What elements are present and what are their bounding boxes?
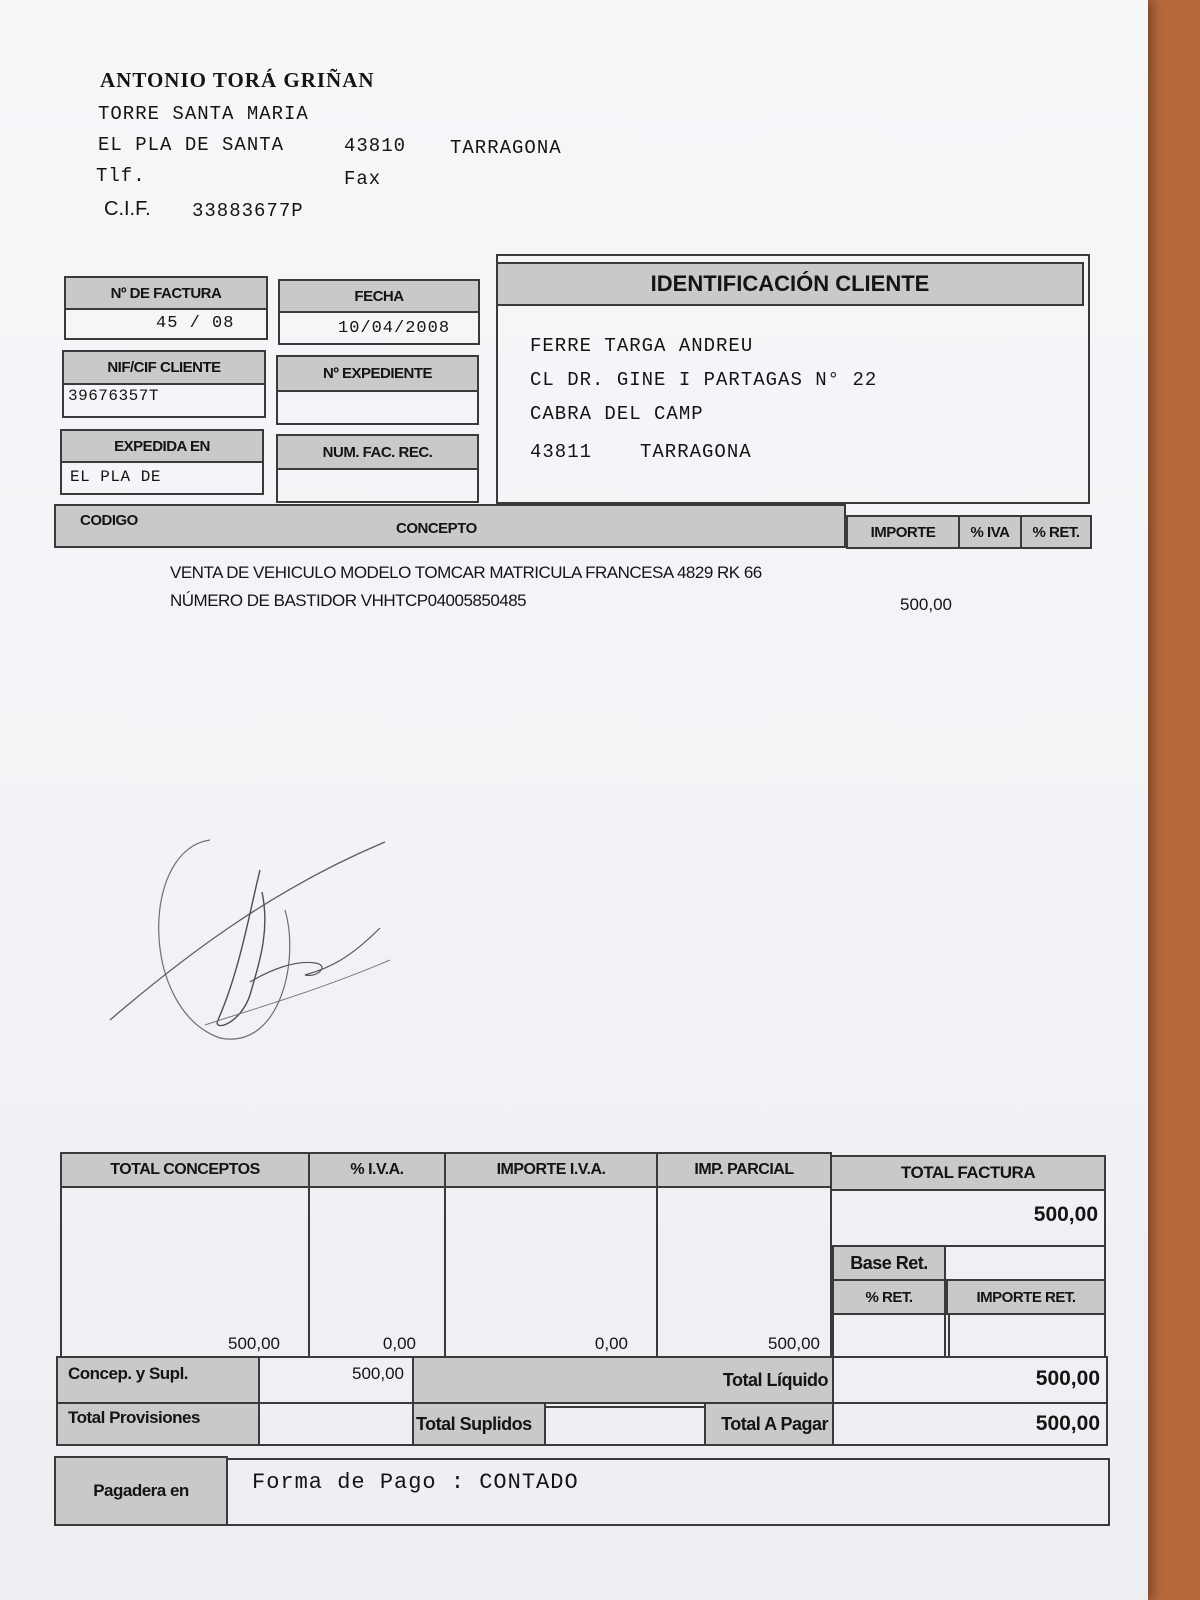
client-province: TARRAGONA [640,441,752,463]
issuer-city: EL PLA DE SANTA [98,134,285,156]
issuer-cif: 33883677P [192,200,304,222]
invoice-number-label: Nº DE FACTURA [64,276,268,310]
issuer-cif-label: C.I.F. [104,198,151,220]
total-pagar-cell [832,1402,1108,1446]
ret-amount-cell [948,1313,1106,1358]
invoice-number: 45 / 08 [156,314,235,333]
vat-pct-label: % I.V.A. [308,1152,446,1188]
total-concepts-cell [60,1186,310,1358]
total-suplidos-label: Total Suplidos [412,1402,546,1446]
base-ret-label: Base Ret. [832,1245,946,1281]
concep-supl-cell [258,1356,414,1404]
ret-column-header: % RET. [1020,515,1092,549]
total-provisiones-label: Total Provisiones [56,1402,260,1446]
issuer-name: ANTONIO TORÁ GRIÑAN [100,68,375,92]
invoice-number-box [64,308,268,340]
total-liquido-cell [832,1356,1108,1404]
line-item-2-text: NÚMERO DE BASTIDOR VHHTCP04005850485 [170,591,527,610]
client-postal-code: 43811 [530,441,593,463]
vat-amount-label: IMPORTE I.V.A. [444,1152,658,1188]
code-column-header: CODIGO [80,512,138,529]
total-pagar-value: 500,00 [1035,1412,1100,1435]
partial-label: IMP. PARCIAL [656,1152,832,1188]
client-town: CABRA DEL CAMP [530,403,704,425]
rec-invoice-label: NUM. FAC. REC. [276,434,479,470]
issuer-tel-label: Tlf. [96,165,146,187]
issuer-fax-label: Fax [344,168,382,190]
concep-supl-value: 500,00 [352,1364,404,1383]
total-concepts-label: TOTAL CONCEPTOS [60,1152,310,1188]
payment-cell [226,1458,1110,1526]
client-header: IDENTIFICACIÓN CLIENTE [496,262,1084,306]
issued-in-box [60,461,264,495]
file-number-label: Nº EXPEDIENTE [276,355,479,392]
ret-pct-cell [832,1313,946,1358]
vat-pct-value: 0,00 [382,1334,416,1353]
amount-column-header: IMPORTE [846,515,960,549]
total-invoice-cell [830,1189,1106,1247]
date-box [278,311,480,345]
client-nif: 39676357T [68,387,159,405]
total-concepts-value: 500,00 [228,1334,280,1353]
rec-invoice-box [276,468,479,503]
ret-pct-label: % RET. [832,1279,946,1315]
base-ret-cell [944,1245,1106,1281]
payment-label: Pagadera en [54,1456,228,1526]
total-provisiones-cell [258,1402,414,1446]
client-nif-box [62,383,266,418]
vat-amount-value: 0,00 [594,1334,628,1353]
issued-in: EL PLA DE [70,468,161,486]
client-nif-label: NIF/CIF CLIENTE [62,350,266,385]
lines-header-bar [54,504,846,548]
issuer-address: TORRE SANTA MARIA [98,103,309,125]
concep-supl-label: Concep. y Supl. [56,1356,260,1404]
ret-amount-label: IMPORTE RET. [946,1279,1106,1315]
vat-amount-cell [444,1186,658,1358]
issued-in-label: EXPEDIDA EN [60,429,264,463]
client-name: FERRE TARGA ANDREU [530,335,754,357]
payment-method: Forma de Pago : CONTADO [252,1470,579,1495]
file-number-box [276,390,479,425]
line-item-1-text: VENTA DE VEHICULO MODELO TOMCAR MATRICULA FRANCESA 4829 RK 66 [170,563,762,582]
concept-column-header: CONCEPTO [396,520,477,537]
vat-column-header: % IVA [958,515,1022,549]
total-liquido-value: 500,00 [1035,1367,1100,1390]
vat-pct-cell [308,1186,446,1358]
invoice-date: 10/04/2008 [338,319,451,338]
total-invoice-label: TOTAL FACTURA [830,1155,1106,1191]
total-invoice-value: 500,00 [1033,1203,1098,1226]
partial-cell [656,1186,832,1358]
issuer-province: TARRAGONA [450,137,562,159]
signature-icon [100,820,400,1050]
date-label: FECHA [278,279,480,313]
total-pagar-label: Total A Pagar [704,1402,834,1446]
line-item-2-amount: 500,00 [900,595,952,614]
partial-value: 500,00 [768,1334,820,1353]
issuer-postal-code: 43810 [344,135,407,157]
total-suplidos-cell [544,1406,706,1446]
total-liquido-label: Total Líquido [412,1356,834,1404]
client-street: CL DR. GINE I PARTAGAS N° 22 [530,369,878,391]
